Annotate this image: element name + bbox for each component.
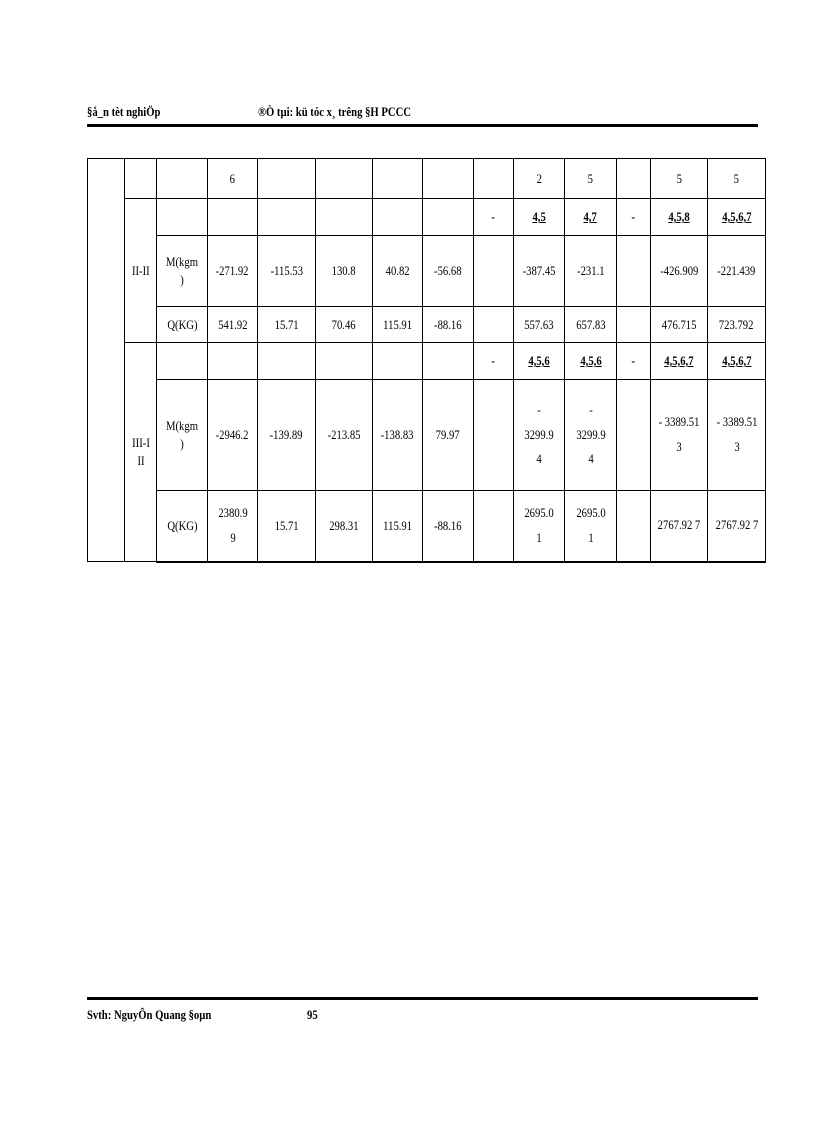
table-cell: 557.63 [514,307,565,343]
table-cell: 115.91 [373,307,423,343]
table-cell: -88.16 [423,307,474,343]
row-label-q: Q(KG) [157,491,208,562]
header-left-title: §å_n tèt nghiÖp [87,104,161,119]
table-cell [617,159,651,199]
header-right-title: ®Ò tµi: kü tóc x¸ trêng §H PCCC [258,104,411,119]
table-cell: - 3389.51 3 [708,380,766,491]
table-cell: 2767.92 7 [651,491,708,562]
table-row-combo-ii [88,199,766,236]
table-cell: 130.8 [316,236,373,307]
table-cell: 2695.0 1 [514,491,565,562]
table-cell: - 3299.9 4 [514,380,565,491]
footer-author: Svth: NguyÔn Quang §oµn [87,1007,212,1022]
table-cell [474,236,514,307]
table-cell: -139.89 [258,380,316,491]
table-row-m-iii [88,380,766,491]
table-row-q-iii [88,491,766,562]
table-row-m-ii [88,236,766,307]
table-cell: 115.91 [373,491,423,562]
table-cell: 2 [514,159,565,199]
row-label-m: M(kgm ) [157,380,208,491]
combo-dash: - [474,343,514,380]
table-cell: -231.1 [565,236,617,307]
table-cell [373,159,423,199]
combo-cell: 4,7 [565,199,617,236]
table-cell: 298.31 [316,491,373,562]
table-row-combo-iii [88,343,766,380]
table-cell [474,491,514,562]
table-row-q-ii [88,307,766,343]
table-cell: - 3299.9 4 [565,380,617,491]
table-cell: -2946.2 [208,380,258,491]
combo-dash: - [617,199,651,236]
combo-cell: 4,5,6 [514,343,565,380]
table-cell: -56.68 [423,236,474,307]
combo-cell: 4,5,6,7 [651,343,708,380]
table-cell: -213.85 [316,380,373,491]
table-cell: 5 [565,159,617,199]
combo-cell: 4,5,8 [651,199,708,236]
table-cell: 40.82 [373,236,423,307]
table-cell: 657.83 [565,307,617,343]
combo-cell: 4,5,6 [565,343,617,380]
table-cell [617,236,651,307]
table-cell: 5 [651,159,708,199]
table-cell: -271.92 [208,236,258,307]
table-cell: -88.16 [423,491,474,562]
force-combination-table [87,158,766,563]
table-cell [423,159,474,199]
row-label-q: Q(KG) [157,307,208,343]
table-cell [474,307,514,343]
table-cell [474,380,514,491]
combo-cell: 4,5,6,7 [708,199,766,236]
table-cell [258,159,316,199]
table-cell: 15.71 [258,307,316,343]
table-cell: -221.439 [708,236,766,307]
table-cell: 5 [708,159,766,199]
table-cell: 79.97 [423,380,474,491]
table-cell [617,491,651,562]
table-cell: -138.83 [373,380,423,491]
table-cell: 6 [208,159,258,199]
table-cell: -115.53 [258,236,316,307]
table-cell [474,159,514,199]
combo-cell: 4,5 [514,199,565,236]
table-cell: 2695.0 1 [565,491,617,562]
table-cell [316,159,373,199]
combo-dash: - [474,199,514,236]
page-number: 95 [307,1007,318,1022]
table-cell: 541.92 [208,307,258,343]
table-cell: 70.46 [316,307,373,343]
table-cell [617,380,651,491]
table-cell: - 3389.51 3 [651,380,708,491]
table-cell: 15.71 [258,491,316,562]
table-cell: 2767.92 7 [708,491,766,562]
section-label-iii: III-III [125,343,157,562]
footer-rule [87,997,758,1000]
table-cell: 2380.9 9 [208,491,258,562]
section-label-ii: II-II [125,199,157,343]
row-label-m: M(kgm ) [157,236,208,307]
header-rule [87,124,758,127]
left-outer-column [88,159,125,562]
combo-cell: 4,5,6,7 [708,343,766,380]
table-cell: -387.45 [514,236,565,307]
table-cell [617,307,651,343]
table-cell: 476.715 [651,307,708,343]
table-cell: -426.909 [651,236,708,307]
table-cell: 723.792 [708,307,766,343]
combo-dash: - [617,343,651,380]
table-row-continuation [88,159,766,199]
